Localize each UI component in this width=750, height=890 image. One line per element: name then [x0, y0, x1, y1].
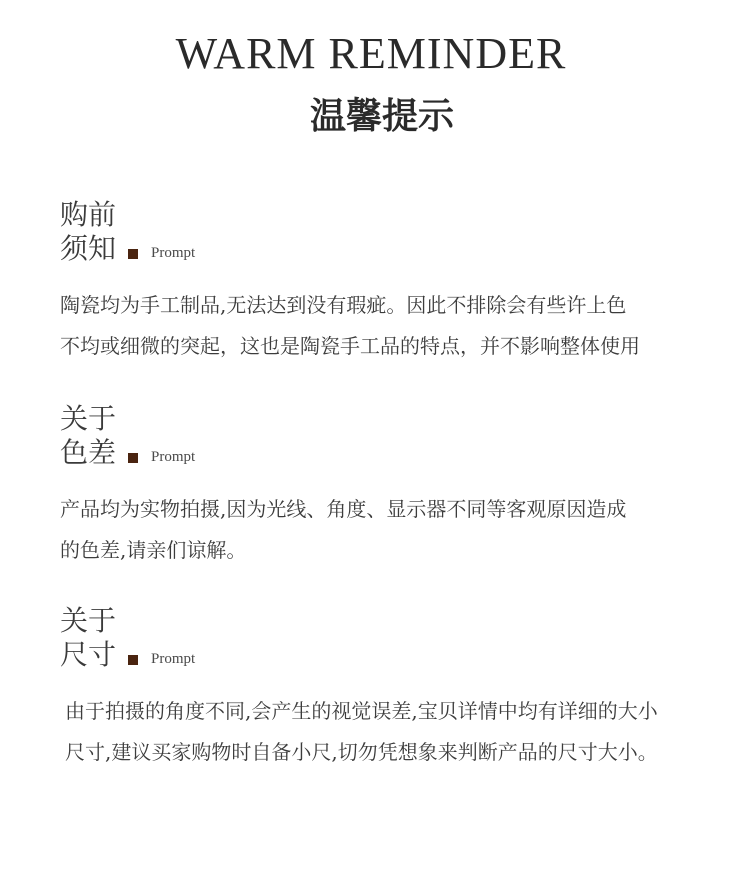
- square-bullet-icon: [128, 655, 138, 665]
- section-heading-line1: 购前: [60, 198, 117, 231]
- section-text-line: 尺寸,建议买家购物时自备小尺,切勿凭想象来判断产品的尺寸大小。: [65, 740, 658, 764]
- section-heading: [60, 604, 740, 676]
- section-heading-line2: 须知: [60, 232, 117, 265]
- section-heading-line1: 关于: [60, 402, 117, 435]
- section-text-line: 不均或细微的突起，这也是陶瓷手工品的特点，并不影响整体使用: [60, 334, 640, 358]
- section-color-difference: [60, 402, 740, 562]
- section-text-line: 由于拍摄的角度不同,会产生的视觉误差,宝贝详情中均有详细的大小: [65, 699, 658, 723]
- section-tag: Prompt: [151, 245, 196, 261]
- section-heading: [60, 198, 740, 270]
- page-title-zh: 温馨提示: [309, 95, 454, 137]
- section-before-purchase: [60, 198, 740, 358]
- page-title-en: WARM REMINDER: [175, 29, 567, 78]
- square-bullet-icon: [128, 453, 138, 463]
- section-heading-line2: 尺寸: [60, 638, 117, 671]
- square-bullet-icon: [128, 249, 138, 259]
- section-text-line: 的色差,请亲们谅解。: [60, 538, 247, 562]
- section-text-line: 陶瓷均为手工制品,无法达到没有瑕疵。因此不排除会有些许上色: [60, 293, 627, 317]
- section-size: [60, 604, 740, 764]
- section-tag: Prompt: [151, 651, 196, 667]
- section-tag: Prompt: [151, 449, 196, 465]
- section-heading-line2: 色差: [60, 436, 117, 469]
- section-heading-line1: 关于: [60, 604, 117, 637]
- section-heading: [60, 402, 740, 474]
- section-text-line: 产品均为实物拍摄,因为光线、角度、显示器不同等客观原因造成: [60, 497, 627, 521]
